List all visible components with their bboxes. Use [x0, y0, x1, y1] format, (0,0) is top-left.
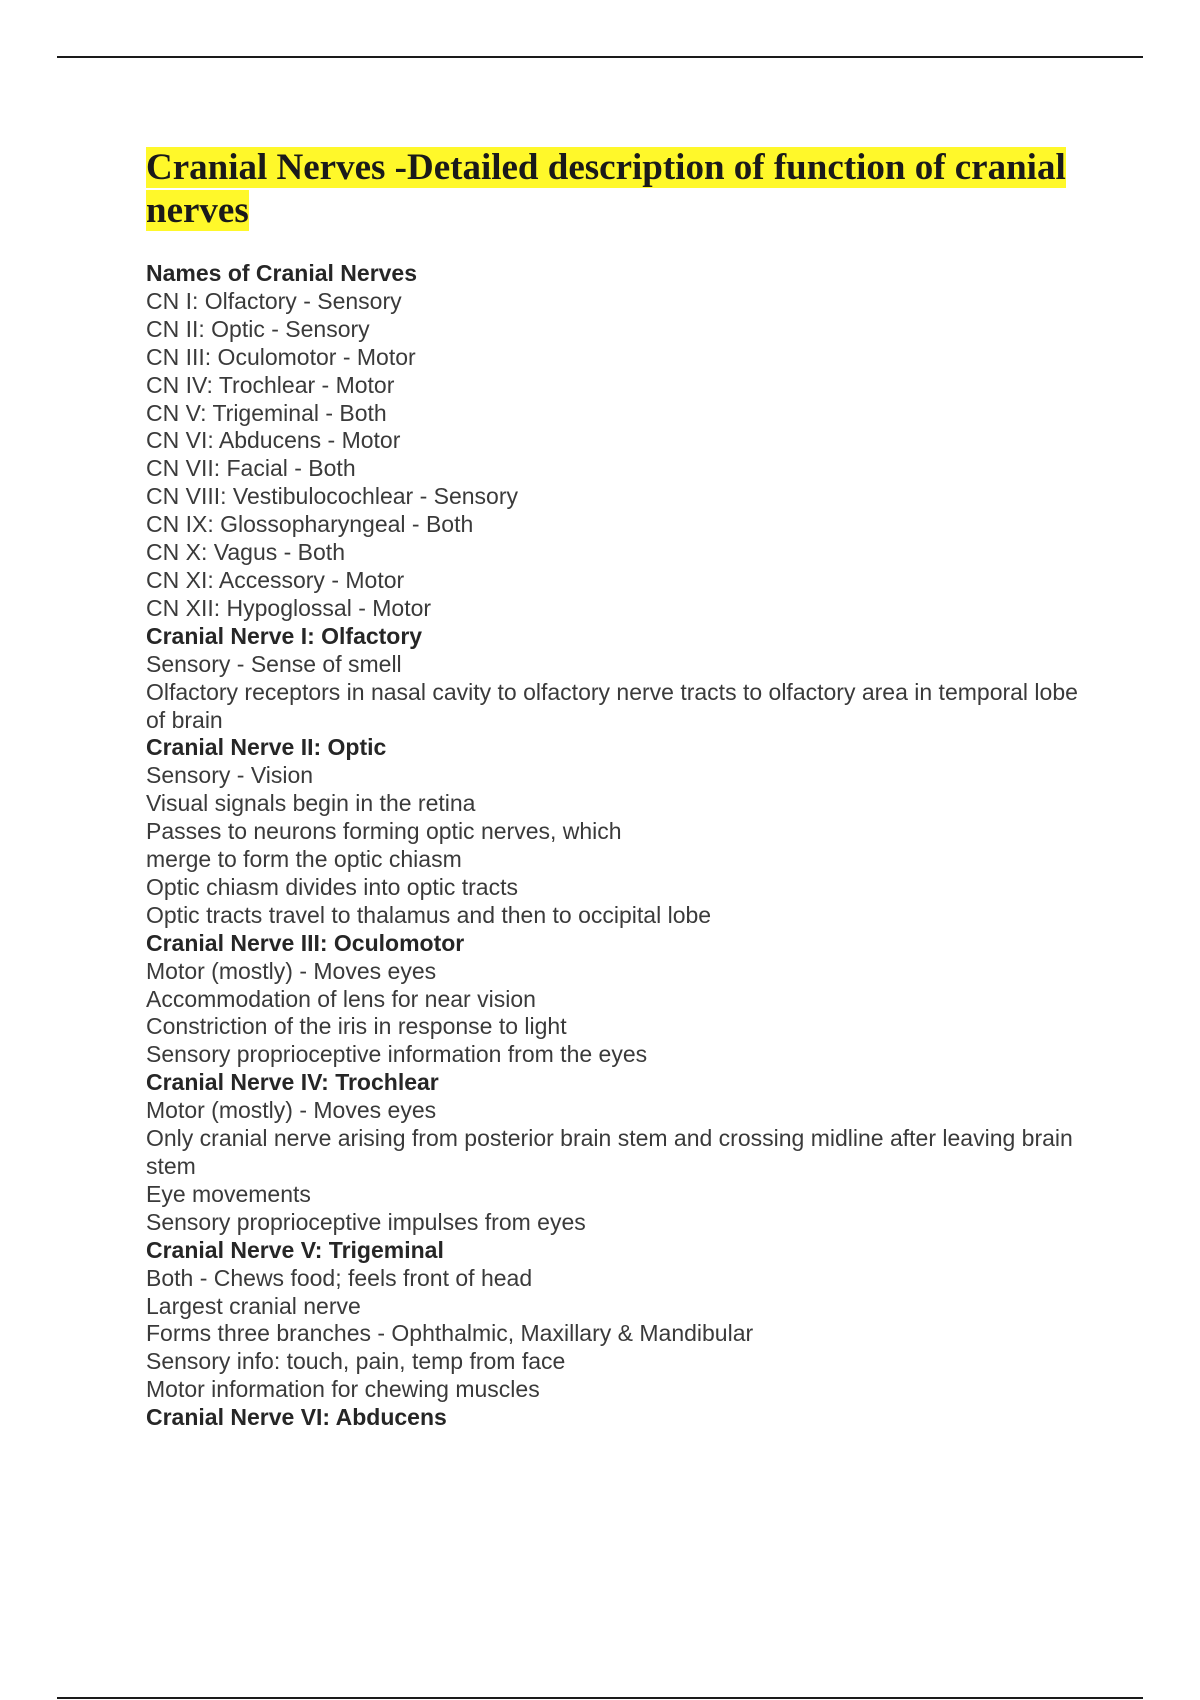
- text-line: Sensory - Sense of smell: [146, 650, 402, 677]
- text-line: merge to form the optic chiasm: [146, 846, 462, 873]
- text-line: Sensory proprioceptive impulses from eyes: [146, 1208, 586, 1235]
- section-heading: Cranial Nerve II: Optic: [146, 734, 387, 761]
- text-line: Olfactory receptors in nasal cavity to olfactory nerve tracts to olfactory area in temporal lobe of brain: [146, 678, 1078, 733]
- text-line: Motor (mostly) - Moves eyes: [146, 957, 437, 984]
- text-line: Eye movements: [146, 1180, 311, 1207]
- text-line: Largest cranial nerve: [146, 1292, 361, 1319]
- section-heading: Names of Cranial Nerves: [146, 260, 418, 286]
- text-line: Optic chiasm divides into optic tracts: [146, 873, 518, 900]
- text-line: CN VI: Abducens - Motor: [146, 427, 401, 454]
- text-line: Sensory info: touch, pain, temp from face: [146, 1348, 566, 1375]
- text-line: CN VIII: Vestibulocochlear - Sensory: [146, 483, 518, 510]
- text-line: Forms three branches - Ophthalmic, Maxillary & Mandibular: [146, 1320, 754, 1347]
- text-line: Sensory proprioceptive information from the eyes: [146, 1041, 648, 1068]
- text-line: Passes to neurons forming optic nerves, which: [146, 818, 622, 845]
- text-line: Accommodation of lens for near vision: [146, 985, 536, 1012]
- document-title: [146, 146, 1086, 232]
- document-title-text: Cranial Nerves -Detailed description of function of cranial nerves: [146, 147, 1066, 231]
- text-line: Sensory - Vision: [146, 762, 314, 789]
- text-line: CN III: Oculomotor - Motor: [146, 343, 416, 370]
- document-body: [146, 260, 1086, 1432]
- text-line: Constriction of the iris in response to light: [146, 1013, 567, 1040]
- text-line: CN V: Trigeminal - Both: [146, 399, 387, 426]
- section-heading: Cranial Nerve VI: Abducens: [146, 1404, 447, 1431]
- page-content: [146, 146, 1086, 1432]
- text-line: Both - Chews food; feels front of head: [146, 1264, 533, 1291]
- text-line: Visual signals begin in the retina: [146, 790, 476, 817]
- text-line: CN IV: Trochlear - Motor: [146, 371, 395, 398]
- bottom-rule: [57, 1697, 1143, 1699]
- top-rule: [57, 56, 1143, 58]
- text-line: CN XI: Accessory - Motor: [146, 566, 405, 593]
- section-heading: Cranial Nerve III: Oculomotor: [146, 929, 465, 956]
- text-line: Optic tracts travel to thalamus and then to occipital lobe: [146, 901, 712, 928]
- text-line: Only cranial nerve arising from posterior brain stem and crossing midline after leaving brain stem: [146, 1125, 1073, 1179]
- text-line: CN XII: Hypoglossal - Motor: [146, 594, 432, 621]
- text-line: CN VII: Facial - Both: [146, 455, 356, 482]
- section-heading: Cranial Nerve I: Olfactory: [146, 622, 423, 649]
- text-line: Motor (mostly) - Moves eyes: [146, 1097, 437, 1124]
- text-line: CN IX: Glossopharyngeal - Both: [146, 511, 474, 538]
- section-heading: Cranial Nerve IV: Trochlear: [146, 1069, 439, 1096]
- text-line: CN I: Olfactory - Sensory: [146, 287, 402, 314]
- text-line: CN II: Optic - Sensory: [146, 315, 370, 342]
- section-heading: Cranial Nerve V: Trigeminal: [146, 1236, 444, 1263]
- text-line: CN X: Vagus - Both: [146, 539, 345, 566]
- text-line: Motor information for chewing muscles: [146, 1376, 540, 1403]
